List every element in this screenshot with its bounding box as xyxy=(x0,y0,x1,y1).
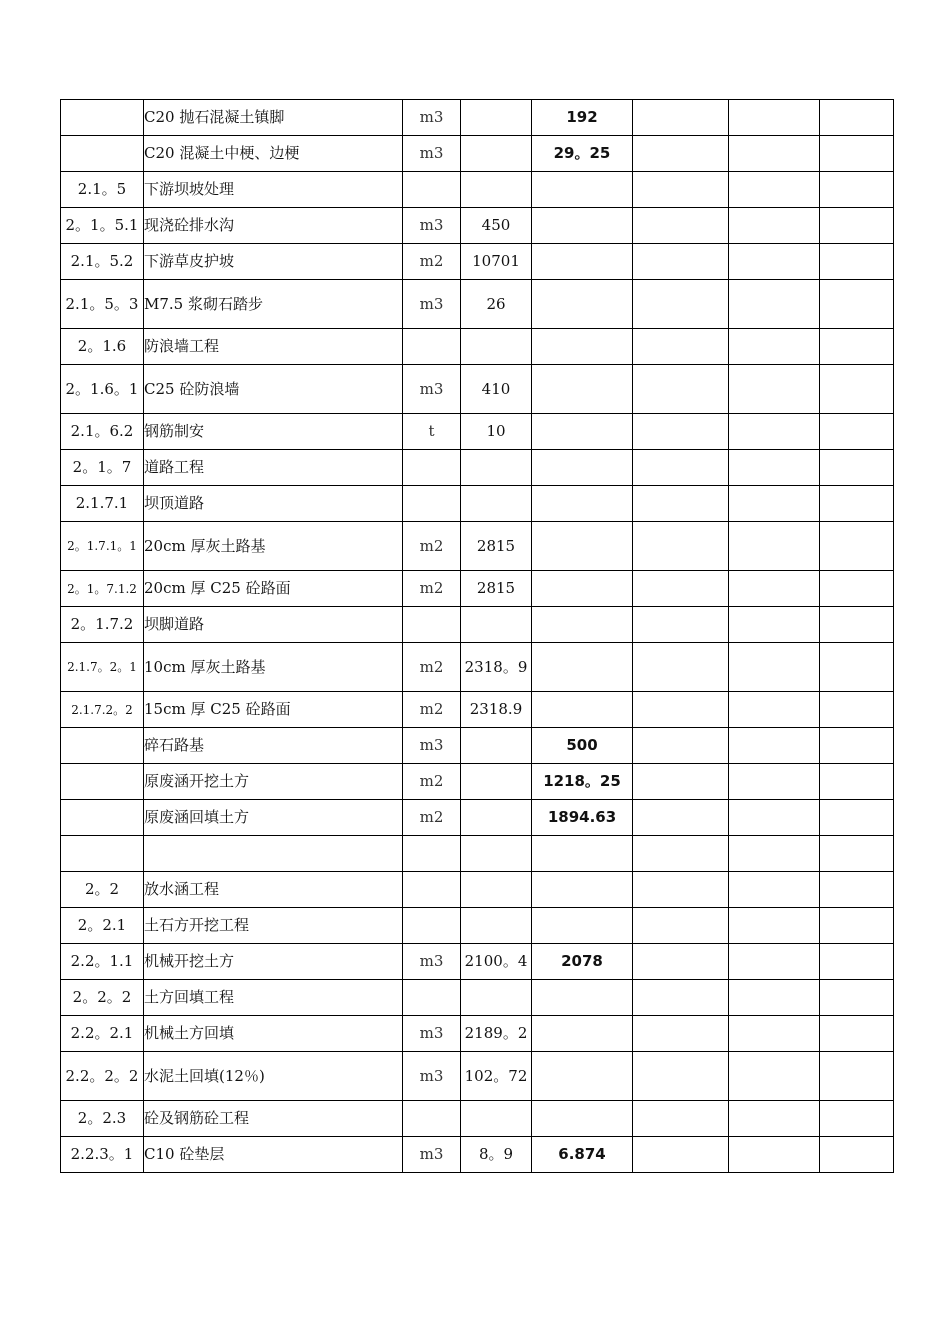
item-unit xyxy=(403,872,461,908)
item-quantity xyxy=(461,136,532,172)
item-value xyxy=(532,329,633,365)
item-quantity xyxy=(461,1101,532,1137)
empty-cell xyxy=(820,1052,894,1101)
item-quantity: 2189。2 xyxy=(461,1016,532,1052)
item-unit: m2 xyxy=(403,800,461,836)
table-row xyxy=(61,172,894,208)
item-quantity xyxy=(461,728,532,764)
item-name xyxy=(144,836,403,872)
item-value xyxy=(532,692,633,728)
item-value xyxy=(532,414,633,450)
item-unit: m2 xyxy=(403,764,461,800)
item-name: C25 砼防浪墙 xyxy=(144,365,403,414)
empty-cell xyxy=(729,571,820,607)
item-name: 碎石路基 xyxy=(144,728,403,764)
empty-cell xyxy=(820,1016,894,1052)
empty-cell xyxy=(633,944,729,980)
table-row xyxy=(61,329,894,365)
empty-cell xyxy=(633,244,729,280)
item-unit: m2 xyxy=(403,522,461,571)
item-name: 下游草皮护坡 xyxy=(144,244,403,280)
empty-cell xyxy=(729,1016,820,1052)
empty-cell xyxy=(729,800,820,836)
item-unit: t xyxy=(403,414,461,450)
empty-cell xyxy=(633,692,729,728)
empty-cell xyxy=(729,486,820,522)
empty-cell xyxy=(633,1016,729,1052)
empty-cell xyxy=(633,800,729,836)
empty-cell xyxy=(729,692,820,728)
item-unit xyxy=(403,329,461,365)
item-value xyxy=(532,607,633,643)
empty-cell xyxy=(729,1137,820,1173)
empty-cell xyxy=(820,1101,894,1137)
empty-cell xyxy=(820,872,894,908)
empty-cell xyxy=(729,764,820,800)
item-code xyxy=(61,800,144,836)
item-quantity xyxy=(461,607,532,643)
item-value xyxy=(532,522,633,571)
empty-cell xyxy=(820,800,894,836)
empty-cell xyxy=(729,944,820,980)
item-code: 2。1.6。1 xyxy=(61,365,144,414)
item-code xyxy=(61,100,144,136)
item-name: 放水涵工程 xyxy=(144,872,403,908)
empty-cell xyxy=(820,836,894,872)
item-value xyxy=(532,980,633,1016)
empty-cell xyxy=(729,872,820,908)
table-row xyxy=(61,1052,894,1101)
table-row xyxy=(61,522,894,571)
item-code: 2.1。6.2 xyxy=(61,414,144,450)
item-value: 29。25 xyxy=(532,136,633,172)
table-row xyxy=(61,944,894,980)
item-code: 2。1。7.1.2 xyxy=(61,571,144,607)
item-name: 原废涵开挖土方 xyxy=(144,764,403,800)
empty-cell xyxy=(729,522,820,571)
empty-cell xyxy=(820,764,894,800)
item-quantity xyxy=(461,100,532,136)
table-row xyxy=(61,980,894,1016)
empty-cell xyxy=(820,450,894,486)
table-row xyxy=(61,208,894,244)
item-name: 道路工程 xyxy=(144,450,403,486)
item-name: 现浇砼排水沟 xyxy=(144,208,403,244)
empty-cell xyxy=(633,136,729,172)
item-value: 1218。25 xyxy=(532,764,633,800)
item-quantity: 10 xyxy=(461,414,532,450)
empty-cell xyxy=(820,414,894,450)
empty-cell xyxy=(633,329,729,365)
empty-cell xyxy=(633,571,729,607)
table-row xyxy=(61,1101,894,1137)
table-row xyxy=(61,692,894,728)
empty-cell xyxy=(633,643,729,692)
item-quantity xyxy=(461,908,532,944)
empty-cell xyxy=(820,365,894,414)
empty-cell xyxy=(633,872,729,908)
empty-cell xyxy=(729,414,820,450)
item-value xyxy=(532,836,633,872)
item-code: 2.1。5.2 xyxy=(61,244,144,280)
item-unit xyxy=(403,1101,461,1137)
empty-cell xyxy=(633,365,729,414)
empty-cell xyxy=(820,280,894,329)
empty-cell xyxy=(729,172,820,208)
item-name: 机械土方回填 xyxy=(144,1016,403,1052)
empty-cell xyxy=(729,728,820,764)
empty-cell xyxy=(820,692,894,728)
empty-cell xyxy=(820,908,894,944)
item-quantity xyxy=(461,486,532,522)
empty-cell xyxy=(729,244,820,280)
empty-cell xyxy=(729,1052,820,1101)
item-value xyxy=(532,1101,633,1137)
item-name: C20 混凝土中梗、边梗 xyxy=(144,136,403,172)
item-unit: m3 xyxy=(403,136,461,172)
item-quantity: 2318。9 xyxy=(461,643,532,692)
item-quantity: 10701 xyxy=(461,244,532,280)
quantity-table xyxy=(60,99,894,1173)
item-value xyxy=(532,280,633,329)
table-row xyxy=(61,836,894,872)
table-row xyxy=(61,100,894,136)
table-row xyxy=(61,450,894,486)
item-code: 2。1。7 xyxy=(61,450,144,486)
item-value xyxy=(532,872,633,908)
item-name: 原废涵回填土方 xyxy=(144,800,403,836)
item-quantity: 8。9 xyxy=(461,1137,532,1173)
item-unit: m3 xyxy=(403,208,461,244)
item-quantity: 102。72 xyxy=(461,1052,532,1101)
empty-cell xyxy=(633,1101,729,1137)
item-name: 坝脚道路 xyxy=(144,607,403,643)
item-unit: m3 xyxy=(403,728,461,764)
item-quantity xyxy=(461,800,532,836)
item-unit xyxy=(403,607,461,643)
item-name: 下游坝坡处理 xyxy=(144,172,403,208)
item-value xyxy=(532,244,633,280)
empty-cell xyxy=(820,136,894,172)
item-quantity: 2100。4 xyxy=(461,944,532,980)
item-name: 钢筋制安 xyxy=(144,414,403,450)
item-unit: m3 xyxy=(403,1052,461,1101)
item-name: 坝顶道路 xyxy=(144,486,403,522)
table-row xyxy=(61,365,894,414)
table-row xyxy=(61,414,894,450)
item-value xyxy=(532,1052,633,1101)
item-code: 2。2.3 xyxy=(61,1101,144,1137)
empty-cell xyxy=(820,522,894,571)
item-code: 2.2。2。2 xyxy=(61,1052,144,1101)
item-quantity xyxy=(461,872,532,908)
empty-cell xyxy=(729,100,820,136)
item-code xyxy=(61,764,144,800)
empty-cell xyxy=(729,908,820,944)
item-name: C20 抛石混凝土镇脚 xyxy=(144,100,403,136)
item-unit: m2 xyxy=(403,643,461,692)
item-code xyxy=(61,728,144,764)
item-unit: m3 xyxy=(403,365,461,414)
empty-cell xyxy=(820,486,894,522)
empty-cell xyxy=(633,208,729,244)
item-value: 1894.63 xyxy=(532,800,633,836)
empty-cell xyxy=(820,643,894,692)
table-row xyxy=(61,486,894,522)
item-unit xyxy=(403,450,461,486)
item-name: 土石方开挖工程 xyxy=(144,908,403,944)
table-row xyxy=(61,571,894,607)
item-quantity xyxy=(461,980,532,1016)
item-quantity xyxy=(461,450,532,486)
empty-cell xyxy=(633,414,729,450)
empty-cell xyxy=(820,607,894,643)
empty-cell xyxy=(633,522,729,571)
item-value: 192 xyxy=(532,100,633,136)
item-code: 2。1。5.1 xyxy=(61,208,144,244)
empty-cell xyxy=(633,1137,729,1173)
item-name: 15cm 厚 C25 砼路面 xyxy=(144,692,403,728)
item-code: 2。2.1 xyxy=(61,908,144,944)
item-name: 水泥土回填(12％) xyxy=(144,1052,403,1101)
item-code: 2.1.7.2。2 xyxy=(61,692,144,728)
item-value xyxy=(532,486,633,522)
empty-cell xyxy=(633,764,729,800)
empty-cell xyxy=(729,280,820,329)
empty-cell xyxy=(820,208,894,244)
item-code: 2。1.6 xyxy=(61,329,144,365)
item-name: C10 砼垫层 xyxy=(144,1137,403,1173)
empty-cell xyxy=(729,607,820,643)
table-row xyxy=(61,1016,894,1052)
item-value: 6.874 xyxy=(532,1137,633,1173)
item-value xyxy=(532,450,633,486)
table-row xyxy=(61,136,894,172)
item-unit: m3 xyxy=(403,100,461,136)
item-unit xyxy=(403,980,461,1016)
item-code: 2.1.7.1 xyxy=(61,486,144,522)
empty-cell xyxy=(820,980,894,1016)
item-quantity xyxy=(461,329,532,365)
item-unit: m2 xyxy=(403,692,461,728)
item-name: 10cm 厚灰土路基 xyxy=(144,643,403,692)
item-value xyxy=(532,571,633,607)
item-name: M7.5 浆砌石踏步 xyxy=(144,280,403,329)
item-quantity: 2318.9 xyxy=(461,692,532,728)
item-name: 20cm 厚灰土路基 xyxy=(144,522,403,571)
item-code: 2。2 xyxy=(61,872,144,908)
empty-cell xyxy=(633,1052,729,1101)
empty-cell xyxy=(633,450,729,486)
item-unit xyxy=(403,836,461,872)
empty-cell xyxy=(729,136,820,172)
empty-cell xyxy=(729,450,820,486)
item-quantity xyxy=(461,836,532,872)
table-row xyxy=(61,244,894,280)
empty-cell xyxy=(633,908,729,944)
item-unit: m2 xyxy=(403,571,461,607)
item-quantity xyxy=(461,764,532,800)
empty-cell xyxy=(729,836,820,872)
empty-cell xyxy=(729,980,820,1016)
table-row xyxy=(61,872,894,908)
empty-cell xyxy=(820,100,894,136)
item-name: 20cm 厚 C25 砼路面 xyxy=(144,571,403,607)
empty-cell xyxy=(729,329,820,365)
item-name: 机械开挖土方 xyxy=(144,944,403,980)
empty-cell xyxy=(633,980,729,1016)
empty-cell xyxy=(729,643,820,692)
item-code: 2。1.7.2 xyxy=(61,607,144,643)
table-row xyxy=(61,764,894,800)
item-quantity: 2815 xyxy=(461,571,532,607)
item-code: 2.2。2.1 xyxy=(61,1016,144,1052)
item-name: 土方回填工程 xyxy=(144,980,403,1016)
table-row xyxy=(61,800,894,836)
item-unit xyxy=(403,908,461,944)
item-code: 2.2。1.1 xyxy=(61,944,144,980)
item-code: 2.2.3。1 xyxy=(61,1137,144,1173)
item-quantity: 2815 xyxy=(461,522,532,571)
empty-cell xyxy=(633,836,729,872)
item-quantity: 450 xyxy=(461,208,532,244)
item-value xyxy=(532,208,633,244)
item-unit: m3 xyxy=(403,1137,461,1173)
table-row xyxy=(61,607,894,643)
item-quantity xyxy=(461,172,532,208)
item-value: 2078 xyxy=(532,944,633,980)
item-value xyxy=(532,172,633,208)
empty-cell xyxy=(633,172,729,208)
item-unit xyxy=(403,486,461,522)
item-quantity: 410 xyxy=(461,365,532,414)
item-value: 500 xyxy=(532,728,633,764)
item-value xyxy=(532,643,633,692)
empty-cell xyxy=(633,607,729,643)
item-code: 2。2。2 xyxy=(61,980,144,1016)
item-unit: m2 xyxy=(403,244,461,280)
empty-cell xyxy=(729,365,820,414)
empty-cell xyxy=(820,172,894,208)
item-unit: m3 xyxy=(403,280,461,329)
table-row xyxy=(61,643,894,692)
empty-cell xyxy=(729,208,820,244)
empty-cell xyxy=(633,728,729,764)
empty-cell xyxy=(820,571,894,607)
empty-cell xyxy=(820,728,894,764)
item-code xyxy=(61,136,144,172)
table-row xyxy=(61,908,894,944)
item-value xyxy=(532,908,633,944)
empty-cell xyxy=(729,1101,820,1137)
empty-cell xyxy=(820,1137,894,1173)
empty-cell xyxy=(633,280,729,329)
item-code: 2.1。5。3 xyxy=(61,280,144,329)
item-value xyxy=(532,1016,633,1052)
item-unit xyxy=(403,172,461,208)
item-value xyxy=(532,365,633,414)
item-quantity: 26 xyxy=(461,280,532,329)
item-name: 防浪墙工程 xyxy=(144,329,403,365)
empty-cell xyxy=(633,486,729,522)
item-code: 2.1.7。2。1 xyxy=(61,643,144,692)
item-unit: m3 xyxy=(403,1016,461,1052)
item-unit: m3 xyxy=(403,944,461,980)
item-name: 砼及钢筋砼工程 xyxy=(144,1101,403,1137)
item-code: 2。1.7.1。1 xyxy=(61,522,144,571)
item-code: 2.1。5 xyxy=(61,172,144,208)
empty-cell xyxy=(820,329,894,365)
table-row xyxy=(61,280,894,329)
table-row xyxy=(61,1137,894,1173)
empty-cell xyxy=(820,244,894,280)
empty-cell xyxy=(633,100,729,136)
empty-cell xyxy=(820,944,894,980)
item-code xyxy=(61,836,144,872)
table-row xyxy=(61,728,894,764)
